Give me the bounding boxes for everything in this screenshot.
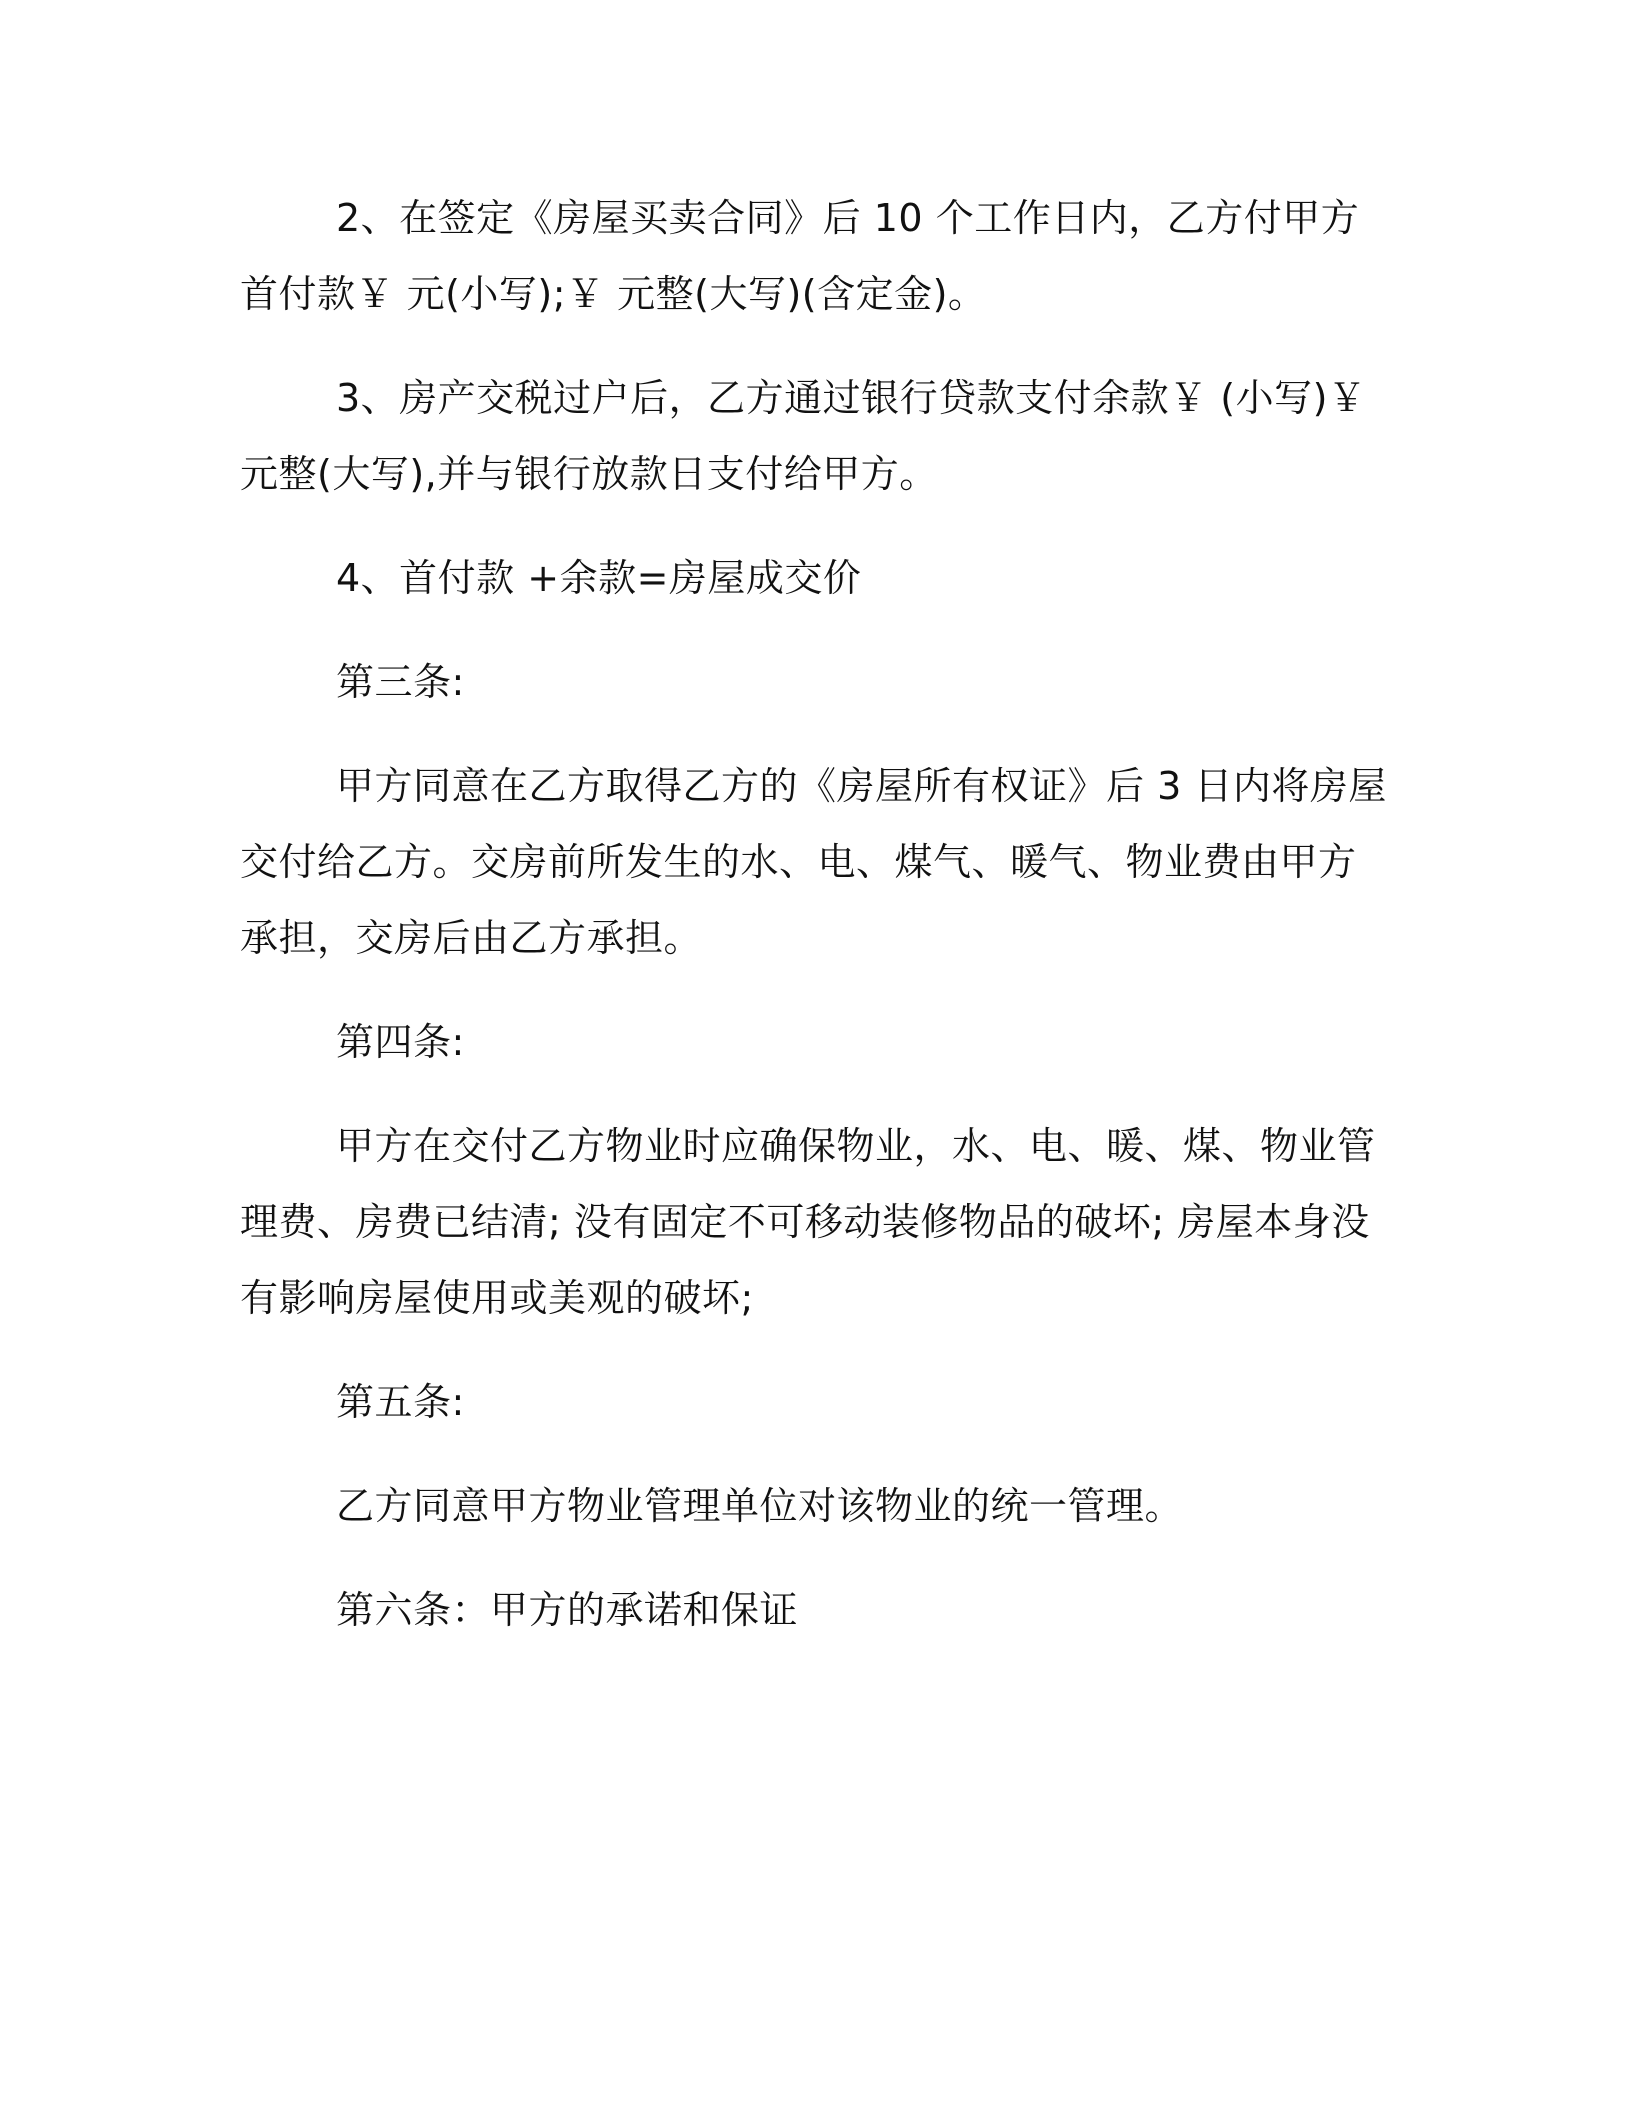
article-6-heading: 第六条：甲方的承诺和保证 bbox=[336, 1588, 799, 1632]
article-4-heading: 第四条: bbox=[336, 1020, 465, 1064]
clause-4-total-price: 4、首付款 +余款=房屋成交价 bbox=[336, 556, 862, 600]
article-5-heading: 第五条: bbox=[336, 1380, 465, 1424]
article-3-heading: 第三条: bbox=[336, 660, 465, 704]
article-3-body: 甲方同意在乙方取得乙方的《房屋所有权证》后 3 日内将房屋交付给乙方。交房前所发生的水、电、煤气、暖气、物业费由甲方承担，交房后由乙方承担。 bbox=[240, 764, 1387, 960]
clause-3-balance-payment: 3、房产交税过户后，乙方通过银行贷款支付余款￥ (小写)￥ 元整(大写),并与银行放款日支付给甲方。 bbox=[240, 376, 1367, 496]
document-body bbox=[240, 180, 1390, 1676]
article-5-body: 乙方同意甲方物业管理单位对该物业的统一管理。 bbox=[336, 1484, 1184, 1528]
article-4-body: 甲方在交付乙方物业时应确保物业，水、电、暖、煤、物业管理费、房费已结清; 没有固定不可移动装修物品的破坏; 房屋本身没有影响房屋使用或美观的破坏; bbox=[240, 1124, 1376, 1320]
clause-2-down-payment: 2、在签定《房屋买卖合同》后 10 个工作日内，乙方付甲方首付款￥ 元(小写);￥ 元整(大写)(含定金)。 bbox=[240, 196, 1360, 316]
